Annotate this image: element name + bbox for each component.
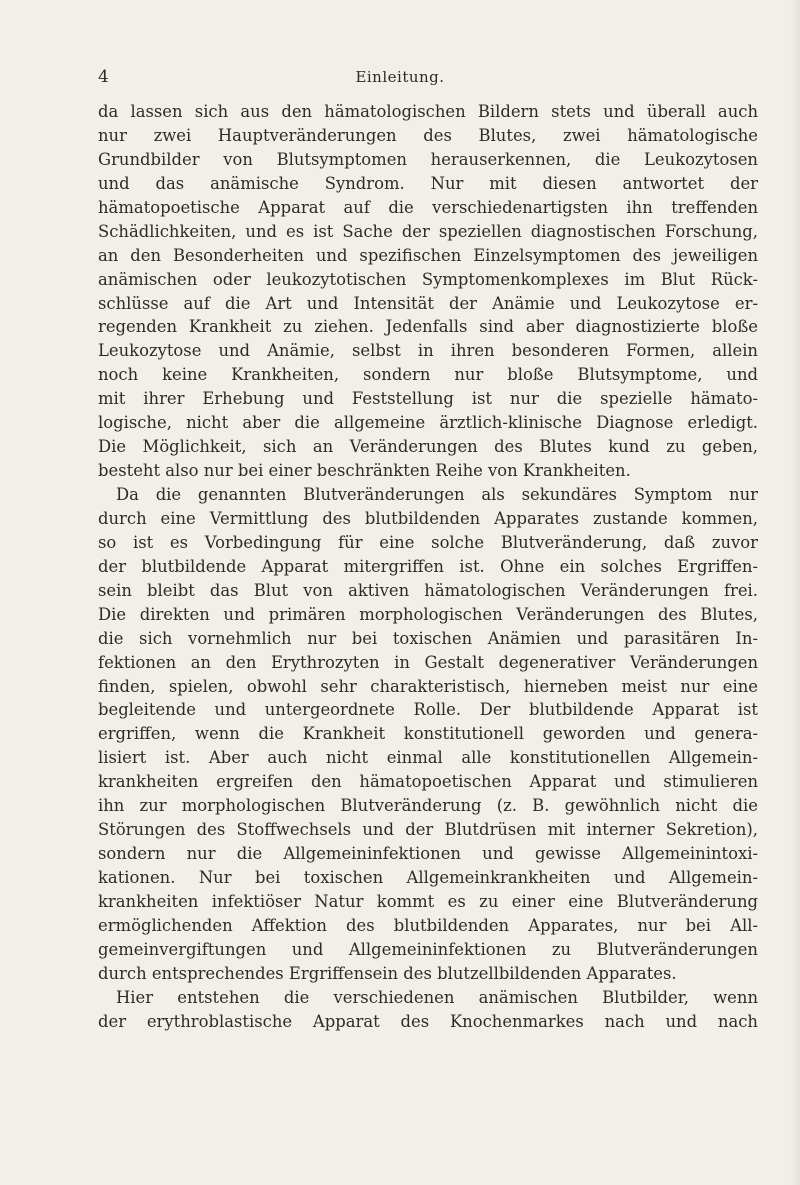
- text-line: durch eine Vermittlung des blutbildenden Apparates zustande kommen,: [98, 508, 758, 528]
- text-line: lisiert ist. Aber auch nicht einmal alle konstitutionellen Allgemein-: [98, 748, 758, 768]
- text-line: sein bleibt das Blut von aktiven hämatologischen Veränderungen frei.: [98, 580, 758, 600]
- text-line: Leukozytose und Anämie, selbst in ihren besonderen Formen, allein: [98, 341, 758, 361]
- text-line: logische, nicht aber die allgemeine ärztlich-klinische Diagnose erledigt.: [98, 413, 758, 433]
- page-number: 4: [98, 67, 109, 87]
- page-edge-shadow: [790, 0, 800, 1185]
- text-line: sondern nur die Allgemeininfektionen und gewisse Allgemeinintoxi-: [98, 844, 758, 864]
- text-line: Die Möglichkeit, sich an Veränderungen des Blutes kund zu geben,: [98, 437, 758, 457]
- text-line: finden, spielen, obwohl sehr charakteristisch, hierneben meist nur eine: [98, 676, 758, 696]
- text-line: besteht also nur bei einer beschränkten Reihe von Krankheiten.: [98, 461, 631, 481]
- text-line: der blutbildende Apparat mitergriffen ist. Ohne ein solches Ergriffen-: [98, 556, 758, 576]
- text-line: kationen. Nur bei toxischen Allgemeinkrankheiten und Allgemein-: [98, 868, 758, 887]
- text-line: an den Besonderheiten und spezifischen Einzelsymptomen des jeweiligen: [98, 245, 758, 265]
- text-line: krankheiten infektiöser Natur kommt es zu einer eine Blutveränderung: [98, 891, 758, 911]
- body-text: [98, 100, 758, 1034]
- text-line: Grundbilder von Blutsymptomen herauserkennen, die Leukozytosen: [98, 149, 758, 169]
- text-line: fektionen an den Erythrozyten in Gestalt degenerativer Veränderungen: [98, 652, 758, 672]
- text-line: nur zwei Hauptveränderungen des Blutes, zwei hämatologische: [98, 125, 758, 145]
- text-line: und das anämische Syndrom. Nur mit diesen antwortet der: [98, 173, 758, 193]
- text-line: ergriffen, wenn die Krankheit konstitutionell geworden und genera-: [98, 724, 758, 744]
- text-line: Schädlichkeiten, und es ist Sache der speziellen diagnostischen Forschung,: [98, 221, 758, 241]
- text-line: Da die genannten Blutveränderungen als sekundäres Symptom nur: [116, 485, 758, 504]
- text-line: gemeinvergiftungen und Allgemeininfektionen zu Blutveränderungen: [98, 939, 758, 959]
- text-line: die sich vornehmlich nur bei toxischen Anämien und parasitären In-: [98, 628, 758, 648]
- text-line: anämischen oder leukozytotischen Symptomenkomplexes im Blut Rück-: [98, 269, 758, 289]
- text-line: begleitende und untergeordnete Rolle. Der blutbildende Apparat ist: [98, 700, 758, 720]
- text-line: hämatopoetische Apparat auf die verschiedenartigsten ihn treffenden: [98, 197, 758, 217]
- text-line: krankheiten ergreifen den hämatopoetischen Apparat und stimulieren: [98, 772, 758, 792]
- text-line: mit ihrer Erhebung und Feststellung ist nur die spezielle hämato-: [98, 389, 758, 409]
- text-line: schlüsse auf die Art und Intensität der Anämie und Leukozytose er-: [98, 293, 758, 313]
- text-line: Hier entstehen die verschiedenen anämischen Blutbilder, wenn: [116, 987, 758, 1007]
- text-line: Die direkten und primären morphologischen Veränderungen des Blutes,: [98, 604, 758, 624]
- text-line: so ist es Vorbedingung für eine solche Blutveränderung, daß zuvor: [98, 532, 758, 552]
- text-line: regenden Krankheit zu ziehen. Jedenfalls sind aber diagnostizierte bloße: [98, 317, 758, 337]
- text-line: der erythroblastische Apparat des Knochenmarkes nach und nach: [98, 1011, 758, 1031]
- text-line: ihn zur morphologischen Blutveränderung (z. B. gewöhnlich nicht die: [98, 796, 758, 816]
- text-line: Störungen des Stoffwechsels und der Blutdrüsen mit interner Sekretion),: [98, 820, 758, 840]
- text-line: ermöglichenden Affektion des blutbildenden Apparates, nur bei All-: [98, 915, 758, 935]
- text-line: durch entsprechendes Ergriffensein des blutzellbildenden Apparates.: [98, 963, 677, 983]
- running-title: Einleitung.: [355, 68, 445, 86]
- text-line: noch keine Krankheiten, sondern nur bloße Blutsymptome, und: [98, 365, 758, 385]
- text-line: da lassen sich aus den hämatologischen Bildern stets und überall auch: [98, 102, 758, 121]
